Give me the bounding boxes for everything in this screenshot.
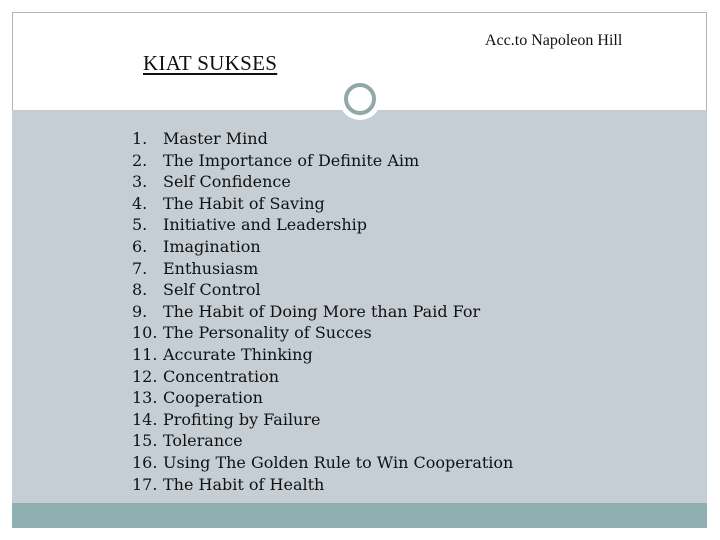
item-text: Initiative and Leadership	[163, 215, 368, 235]
item-text: The Habit of Saving	[163, 193, 325, 213]
list-item	[132, 366, 513, 388]
item-text: Enthusiasm	[163, 258, 259, 278]
item-number: 11.	[132, 344, 158, 364]
item-number: 1.	[132, 129, 148, 148]
item-text: The Habit of Doing More than Paid For	[163, 301, 481, 321]
item-number: 8.	[132, 280, 148, 300]
list-item	[132, 301, 513, 323]
list-item	[132, 452, 513, 474]
item-number: 14.	[132, 409, 158, 429]
list-item	[132, 128, 513, 150]
item-number: 3.	[132, 172, 148, 192]
item-number: 17.	[132, 474, 158, 494]
list-item	[132, 279, 513, 301]
item-number: 16.	[132, 452, 158, 472]
success-keys-list	[132, 128, 513, 495]
item-text: Using The Golden Rule to Win Cooperation	[163, 452, 514, 472]
item-text: The Importance of Definite Aim	[163, 150, 420, 170]
item-number: 10.	[132, 323, 158, 343]
list-item	[132, 474, 513, 496]
list-item	[132, 193, 513, 215]
item-number: 2.	[132, 150, 148, 170]
item-text: Self Confidence	[163, 172, 291, 192]
item-number: 9.	[132, 301, 148, 321]
item-text: The Habit of Health	[163, 474, 325, 494]
item-number: 5.	[132, 215, 148, 235]
list-item	[132, 258, 513, 280]
ring-circle-icon	[344, 83, 376, 115]
list-item	[132, 150, 513, 172]
list-item	[132, 430, 513, 452]
list-item	[132, 409, 513, 431]
item-number: 6.	[132, 236, 148, 256]
item-text: Concentration	[163, 366, 280, 386]
item-number: 7.	[132, 258, 148, 278]
list-item	[132, 214, 513, 236]
slide-title: KIAT SUKSES	[143, 51, 278, 75]
list-item	[132, 236, 513, 258]
item-text: Master Mind	[163, 129, 268, 148]
list-item	[132, 322, 513, 344]
item-text: Profiting by Failure	[163, 409, 321, 429]
item-number: 15.	[132, 431, 158, 451]
item-number: 4.	[132, 193, 148, 213]
item-text: Cooperation	[163, 388, 263, 408]
item-number: 13.	[132, 388, 158, 408]
item-text: The Personality of Succes	[163, 323, 372, 343]
attribution-text: Acc.to Napoleon Hill	[485, 32, 623, 49]
list-item	[132, 171, 513, 193]
list-item	[132, 344, 513, 366]
list-item	[132, 387, 513, 409]
item-text: Imagination	[163, 236, 261, 256]
item-text: Self Control	[163, 280, 261, 300]
item-text: Accurate Thinking	[163, 344, 313, 364]
ring-ornament	[339, 78, 381, 120]
item-number: 12.	[132, 366, 158, 386]
item-text: Tolerance	[163, 431, 243, 451]
bottom-band	[12, 503, 707, 528]
